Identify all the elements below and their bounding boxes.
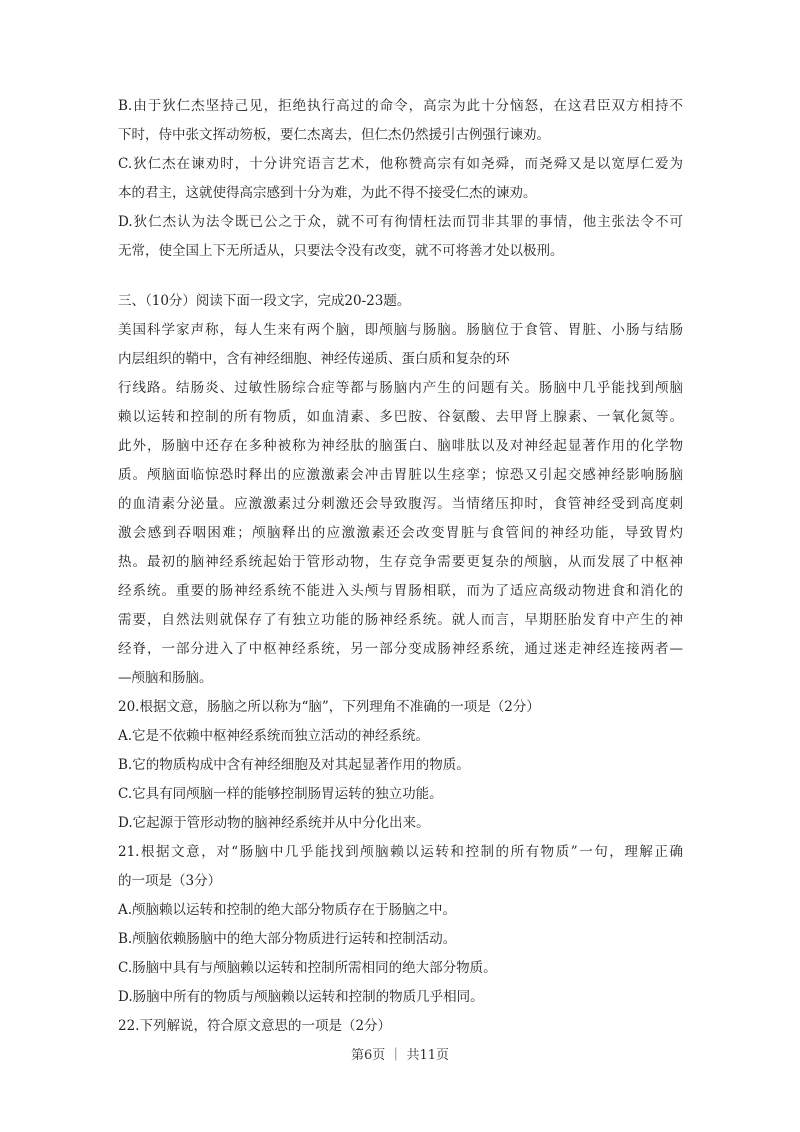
question-option: A.它是不依赖中枢神经系统而独立活动的神经系统。: [118, 728, 430, 744]
question-stem: 21.根据文意，对“肠脑中几乎能找到颅脑赖以运转和控制的所有物质”一句，理解正确: [118, 844, 683, 860]
question-21: [118, 838, 683, 1012]
prev-option-c: [118, 150, 683, 208]
passage-line: 行线路。结肠炎、过敏性肠综合症等都与肠脑内产生的问题有关。肠脑中几乎能找到颅脑: [118, 380, 683, 396]
passage-line: 经脊，一部分进入了中枢神经系统，另一部分变成肠神经系统，通过迷走神经连接两者—: [118, 641, 683, 657]
option-line: 本的君主，这就使得高宗感到十分为难，为此不得不接受仁杰的谏劝。: [118, 185, 537, 201]
question-option: B.颅脑依赖肠脑中的绝大部分物质进行运转和控制活动。: [118, 931, 457, 947]
prev-option-b: [118, 92, 683, 150]
question-option: B.它的物质构成中含有神经细胞及对其起显著作用的物质。: [118, 757, 470, 773]
question-stem: 22.下列解说，符合原文意思的一项是（2分）: [118, 1018, 392, 1034]
question-stem: 20.根据文意，肠脑之所以称为“脑”，下列理角不准确的一项是（2分）: [118, 699, 540, 715]
reading-passage: [118, 316, 683, 693]
passage-line: 经系统。重要的肠神经系统不能进入头颅与胃肠相联，而为了适应高级动物进食和消化的: [118, 583, 683, 599]
passage-line: 美国科学家声称，每人生来有两个脑，即颅脑与肠脑。肠脑位于食管、胃脏、小肠与结肠: [118, 322, 683, 338]
passage-line: 需要，自然法则就保存了有独立功能的肠神经系统。就人而言，早期胚胎发育中产生的神: [118, 612, 683, 628]
question-20: [118, 693, 683, 838]
question-22: [118, 1012, 683, 1041]
passage-line: —颅脑和肠脑。: [118, 670, 213, 686]
passage-line: 赖以运转和控制的所有物质，如血清素、多巴胺、谷氨酸、去甲肾上腺素、一氧化氮等。: [118, 409, 683, 425]
passage-line: 内层组织的鞘中，含有神经细胞、神经传递质、蛋白质和复杂的环: [118, 351, 510, 367]
passage-line: 激会感到吞咽困难；颅脑释出的应激激素还会改变胃脏与食管间的神经功能，导致胃灼: [118, 525, 683, 541]
question-option: C.它具有同颅脑一样的能够控制肠胃运转的独立功能。: [118, 786, 443, 802]
question-option: C.肠脑中具有与颅脑赖以运转和控制所需相同的绝大部分物质。: [118, 960, 497, 976]
passage-line: 热。最初的脑神经系统起始于管形动物，生存竞争需要更复杂的颅脑，从而发展了中枢神: [118, 554, 683, 570]
page-footer: 第6页 ｜ 共11页: [350, 1048, 450, 1063]
question-stem: 的一项是（3分）: [118, 873, 222, 889]
option-line: D.狄仁杰认为法令既已公之于众，就不可有徇情枉法而罚非其罪的事情，他主张法令不可: [118, 214, 683, 230]
section-heading: 三、（10分）阅读下面一段文字，完成20-23题。: [118, 293, 411, 309]
prev-option-d: [118, 208, 683, 266]
passage-line: 此外，肠脑中还存在多种被称为神经肽的脑蛋白、脑啡肽以及对神经起显著作用的化学物: [118, 438, 683, 454]
option-line: B.由于狄仁杰坚持己见，拒绝执行高过的命令，高宗为此十分恼怒，在这君臣双方相持不: [118, 98, 683, 114]
question-option: D.它起源于管形动物的脑神经系统并从中分化出来。: [118, 815, 430, 831]
option-line: C.狄仁杰在谏劝时，十分讲究语言艺术，他称赞高宗有如尧舜，而尧舜又是以宽厚仁爱为: [118, 156, 683, 172]
passage-line: 的血清素分泌量。应激激素过分刺激还会导致腹泻。当情绪压抑时，食管神经受到高度刺: [118, 496, 683, 512]
option-line: 下时，侍中张文挥动笏板，要仁杰离去，但仁杰仍然援引古例强行谏劝。: [118, 127, 550, 143]
passage-line: 质。颅脑面临惊恐时释出的应激激素会冲击胃脏以生痉挛；惊恐又引起交感神经影响肠脑: [118, 467, 683, 483]
question-option: A.颅脑赖以运转和控制的绝大部分物质存在于肠脑之中。: [118, 902, 457, 918]
option-line: 无常，使全国上下无所适从，只要法令没有改变，就不可将善才处以极刑。: [118, 243, 564, 259]
exam-page-content: [118, 92, 683, 1041]
question-option: D.肠脑中所有的物质与颅脑赖以运转和控制的物质几乎相同。: [118, 989, 484, 1005]
section-spacer: [118, 266, 683, 287]
